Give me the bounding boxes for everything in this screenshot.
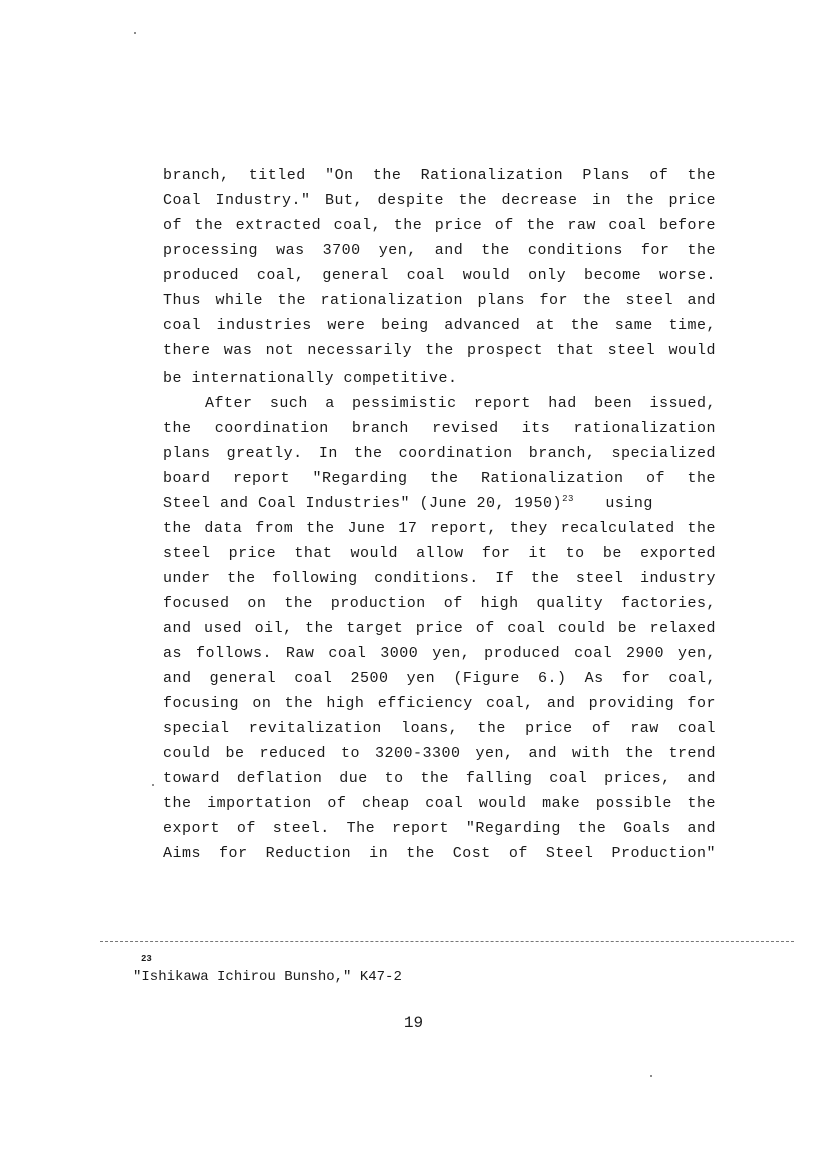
body-line: the importation of cheap coal would make possible the <box>163 795 716 812</box>
body-line: as follows. Raw coal 3000 yen, produced coal 2900 yen, <box>163 645 716 662</box>
body-line: branch, titled "On the Rationalization Plans of the <box>163 167 716 184</box>
body-line: board report "Regarding the Rationalization of the <box>163 470 716 487</box>
scan-speck <box>650 1075 652 1077</box>
body-line: could be reduced to 3200-3300 yen, and with the trend <box>163 745 716 762</box>
body-line: there was not necessarily the prospect that steel would <box>163 342 716 359</box>
body-line: special revitalization loans, the price of raw coal <box>163 720 716 737</box>
body-line: Coal Industry." But, despite the decrease in the price <box>163 192 716 209</box>
body-line: and general coal 2500 yen (Figure 6.) As for coal, <box>163 670 716 687</box>
scan-speck <box>134 32 136 34</box>
body-line: plans greatly. In the coordination branch, specialized <box>163 445 716 462</box>
footnote-divider <box>100 941 794 942</box>
page-number: 19 <box>403 1014 424 1032</box>
body-line-text: Steel and Coal Industries" (June 20, 1950) <box>163 495 563 512</box>
body-line-tail: using <box>595 495 653 512</box>
body-line: processing was 3700 yen, and the conditions for the <box>163 242 716 259</box>
paragraph-first-line: After such a pessimistic report had been issued, <box>205 395 716 412</box>
body-line: export of steel. The report "Regarding the Goals and <box>163 820 716 837</box>
body-line: the coordination branch revised its rationalization <box>163 420 716 437</box>
body-line: focused on the production of high quality factories, <box>163 595 716 612</box>
footnote-reference: 23 <box>562 494 574 504</box>
body-line: be internationally competitive. <box>163 370 458 387</box>
body-line: and used oil, the target price of coal could be relaxed <box>163 620 716 637</box>
body-line: focusing on the high efficiency coal, and providing for <box>163 695 716 712</box>
footnote-mark: 23 <box>141 954 152 964</box>
footnote-text: "Ishikawa Ichirou Bunsho," K47-2 <box>133 969 402 985</box>
body-line: coal industries were being advanced at the same time, <box>163 317 716 334</box>
body-line: Thus while the rationalization plans for the steel and <box>163 292 716 309</box>
scan-speck <box>152 784 154 786</box>
body-line-with-footnote-ref <box>163 494 716 514</box>
body-line: produced coal, general coal would only become worse. <box>163 267 716 284</box>
body-line: under the following conditions. If the steel industry <box>163 570 716 587</box>
body-line: the data from the June 17 report, they recalculated the <box>163 520 716 537</box>
body-line: of the extracted coal, the price of the raw coal before <box>163 217 716 234</box>
body-line: Aims for Reduction in the Cost of Steel Production" <box>163 845 716 862</box>
body-line: steel price that would allow for it to be exported <box>163 545 716 562</box>
body-line: toward deflation due to the falling coal prices, and <box>163 770 716 787</box>
